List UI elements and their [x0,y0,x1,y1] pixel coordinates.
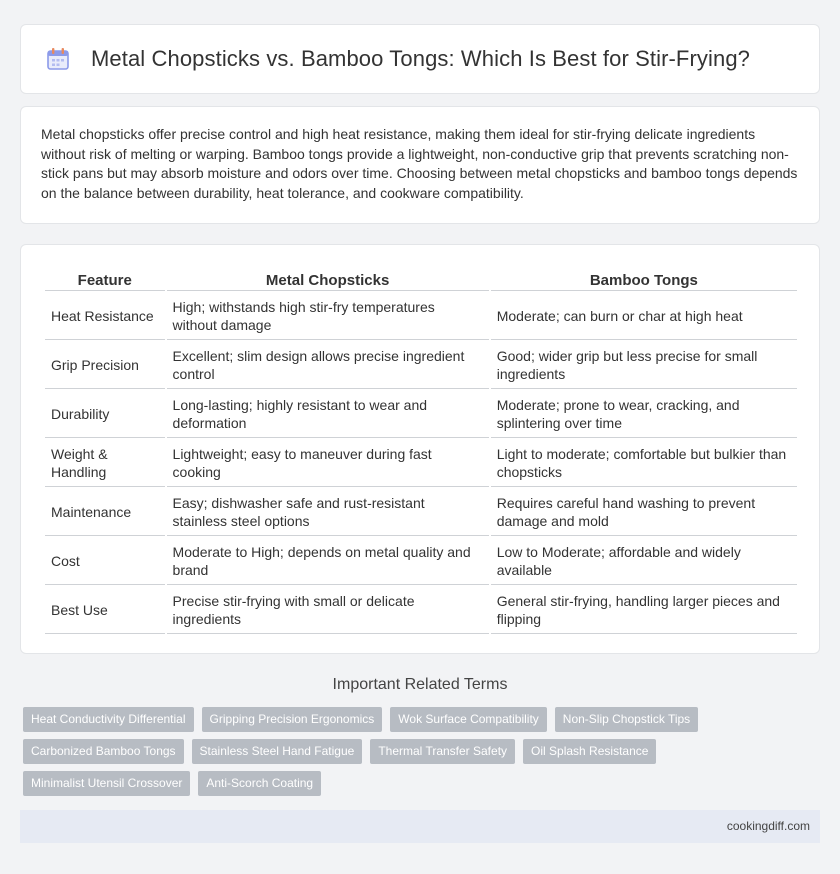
related-tag[interactable]: Non-Slip Chopstick Tips [555,707,698,732]
table-row [45,587,797,634]
feature-cell: Grip Precision [45,342,165,389]
header-bamboo-tongs: Bamboo Tongs [491,267,797,291]
related-tag[interactable]: Thermal Transfer Safety [370,739,515,764]
comparison-card [20,244,820,654]
bamboo-cell: Moderate; can burn or char at high heat [491,293,797,340]
page-header [20,24,820,94]
feature-cell: Durability [45,391,165,438]
feature-cell: Maintenance [45,489,165,536]
bamboo-cell: Light to moderate; comfortable but bulkier than chopsticks [491,440,797,487]
feature-cell: Heat Resistance [45,293,165,340]
table-row [45,440,797,487]
metal-cell: Moderate to High; depends on metal quality and brand [167,538,489,585]
related-tag[interactable]: Gripping Precision Ergonomics [202,707,383,732]
table-row [45,342,797,389]
intro-card [20,106,820,224]
related-tag[interactable]: Heat Conductivity Differential [23,707,194,732]
metal-cell: Lightweight; easy to maneuver during fast cooking [167,440,489,487]
page-title: Metal Chopsticks vs. Bamboo Tongs: Which Is Best for Stir-Frying? [91,46,750,71]
related-tag[interactable]: Anti-Scorch Coating [198,771,321,796]
feature-cell: Best Use [45,587,165,634]
bamboo-cell: General stir-frying, handling larger pieces and flipping [491,587,797,634]
metal-cell: Easy; dishwasher safe and rust-resistant stainless steel options [167,489,489,536]
bamboo-cell: Low to Moderate; affordable and widely available [491,538,797,585]
header-metal-chopsticks: Metal Chopsticks [167,267,489,291]
metal-cell: Excellent; slim design allows precise ingredient control [167,342,489,389]
table-row [45,391,797,438]
metal-cell: High; withstands high stir-fry temperatures without damage [167,293,489,340]
intro-text: Metal chopsticks offer precise control and high heat resistance, making them ideal for stir-frying delicate ingredients without risk of melting or warping. Bamboo tongs provide a lightweight, non-conductive grip that prevents scratching non-stick pans but may absorb moisture and odors over time. Choosing between metal chopsticks and bamboo tongs depends on the balance between durability, heat tolerance, and cookware compatibility. [41,126,798,201]
related-terms-tags [23,707,813,803]
header-feature: Feature [45,267,165,291]
table-row [45,489,797,536]
bamboo-cell: Good; wider grip but less precise for small ingredients [491,342,797,389]
metal-cell: Long-lasting; highly resistant to wear and deformation [167,391,489,438]
feature-cell: Cost [45,538,165,585]
bamboo-cell: Requires careful hand washing to prevent damage and mold [491,489,797,536]
table-row [45,293,797,340]
comparison-table [43,265,799,636]
table-row [45,538,797,585]
related-tag[interactable]: Minimalist Utensil Crossover [23,771,190,796]
related-tag[interactable]: Wok Surface Compatibility [390,707,547,732]
footer [20,810,820,843]
feature-cell: Weight & Handling [45,440,165,487]
related-terms-title: Important Related Terms [332,676,508,693]
related-tag[interactable]: Stainless Steel Hand Fatigue [192,739,363,764]
footer-site-link[interactable]: cookingdiff.com [726,819,810,833]
table-header-row [45,267,797,291]
metal-cell: Precise stir-frying with small or delicate ingredients [167,587,489,634]
related-tag[interactable]: Carbonized Bamboo Tongs [23,739,184,764]
related-tag[interactable]: Oil Splash Resistance [523,739,656,764]
bamboo-cell: Moderate; prone to wear, cracking, and splintering over time [491,391,797,438]
calendar-icon [45,46,71,72]
